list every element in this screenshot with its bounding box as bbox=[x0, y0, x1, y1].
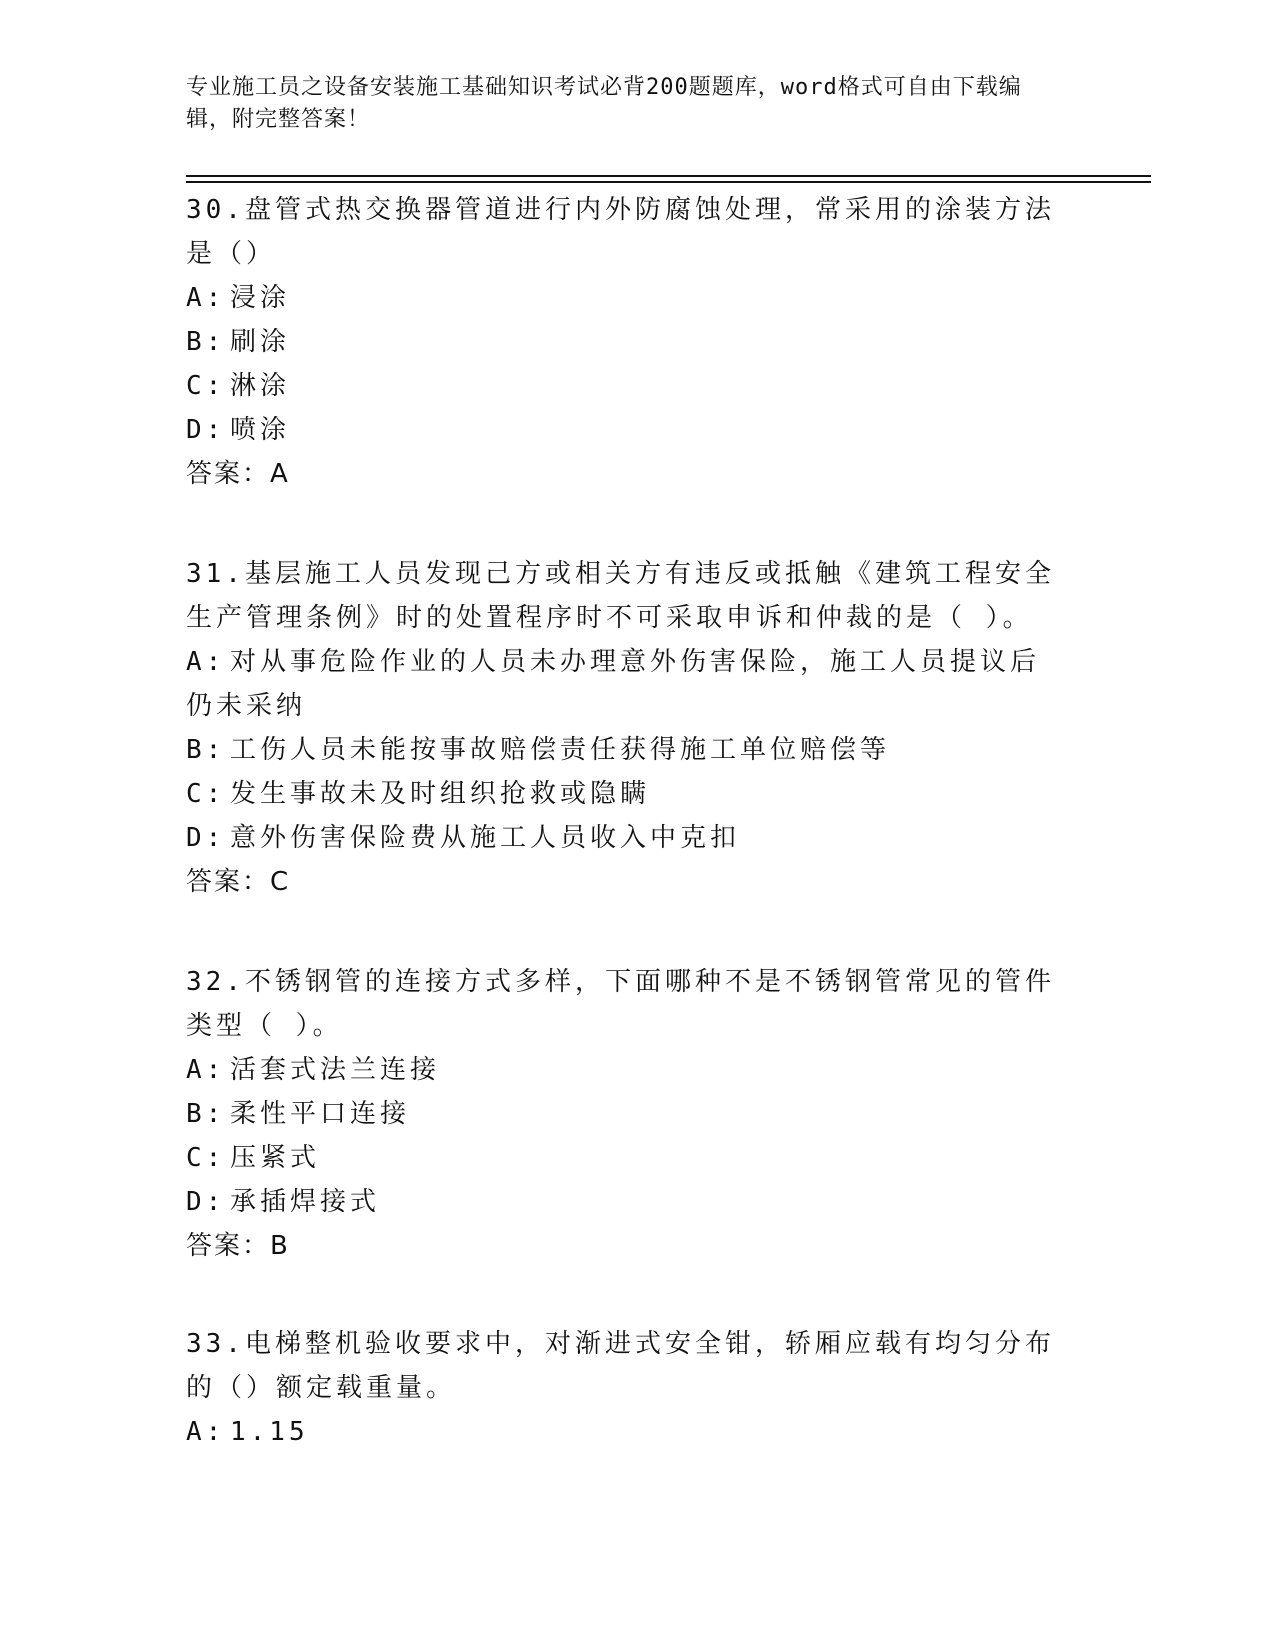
option-text: 浸涂 bbox=[230, 283, 291, 313]
option-letter: B: bbox=[186, 327, 226, 357]
option-text: 喷涂 bbox=[230, 415, 291, 445]
option-d bbox=[186, 1180, 1066, 1224]
question-30 bbox=[186, 188, 1066, 496]
document-header: 专业施工员之设备安装施工基础知识考试必背200题题库，word格式可自由下载编辑，附完整答案！ bbox=[186, 75, 1022, 132]
option-letter: D: bbox=[186, 1187, 226, 1217]
answer-line: 答案：C bbox=[186, 867, 291, 897]
question-33 bbox=[186, 1322, 1066, 1454]
option-letter: C: bbox=[186, 371, 226, 401]
header-divider-line bbox=[186, 175, 1151, 177]
option-text: 刷涂 bbox=[230, 327, 291, 357]
option-letter: A: bbox=[186, 647, 226, 677]
option-b bbox=[186, 320, 1066, 364]
option-letter: D: bbox=[186, 823, 226, 853]
option-text: 柔性平口连接 bbox=[230, 1099, 411, 1129]
option-b bbox=[186, 728, 1066, 772]
answer-line: 答案：B bbox=[186, 1231, 290, 1261]
question-stem: 32.不锈钢管的连接方式多样，下面哪种不是不锈钢管常见的管件类型（ ）。 bbox=[186, 967, 1055, 1041]
option-letter: A: bbox=[186, 1417, 226, 1447]
option-letter: A: bbox=[186, 283, 226, 313]
option-c bbox=[186, 364, 1066, 408]
option-b bbox=[186, 1092, 1066, 1136]
option-letter: D: bbox=[186, 415, 226, 445]
option-c bbox=[186, 772, 1066, 816]
option-text: 1.15 bbox=[230, 1417, 309, 1447]
option-a bbox=[186, 1048, 1066, 1092]
option-text: 承插焊接式 bbox=[230, 1187, 381, 1217]
option-letter: A: bbox=[186, 1055, 226, 1085]
question-stem: 31.基层施工人员发现己方或相关方有违反或抵触《建筑工程安全生产管理条例》时的处置程序时不可采取申诉和仲裁的是（ ）。 bbox=[186, 559, 1055, 633]
option-text: 意外伤害保险费从施工人员收入中克扣 bbox=[230, 823, 741, 853]
question-31 bbox=[186, 552, 1066, 904]
question-stem: 33.电梯整机验收要求中，对渐进式安全钳，轿厢应载有均匀分布的（）额定载重量。 bbox=[186, 1329, 1055, 1403]
option-a bbox=[186, 276, 1066, 320]
option-text: 压紧式 bbox=[230, 1143, 321, 1173]
option-text: 工伤人员未能按事故赔偿责任获得施工单位赔偿等 bbox=[230, 735, 891, 765]
option-a bbox=[186, 640, 1066, 728]
option-text: 淋涂 bbox=[230, 371, 291, 401]
option-letter: B: bbox=[186, 1099, 226, 1129]
option-text: 发生事故未及时组织抢救或隐瞒 bbox=[230, 779, 651, 809]
option-text: 活套式法兰连接 bbox=[230, 1055, 441, 1085]
option-d bbox=[186, 408, 1066, 452]
question-stem: 30.盘管式热交换器管道进行内外防腐蚀处理，常采用的涂装方法是（） bbox=[186, 195, 1055, 269]
option-letter: B: bbox=[186, 735, 226, 765]
option-letter: C: bbox=[186, 779, 226, 809]
answer-line: 答案：A bbox=[186, 459, 290, 489]
option-a bbox=[186, 1410, 1066, 1454]
option-d bbox=[186, 816, 1066, 860]
question-32 bbox=[186, 960, 1066, 1268]
header-divider-line-lower bbox=[186, 181, 1151, 183]
option-c bbox=[186, 1136, 1066, 1180]
option-letter: C: bbox=[186, 1143, 226, 1173]
option-text: 对从事危险作业的人员未办理意外伤害保险，施工人员提议后仍未采纳 bbox=[186, 647, 1041, 721]
